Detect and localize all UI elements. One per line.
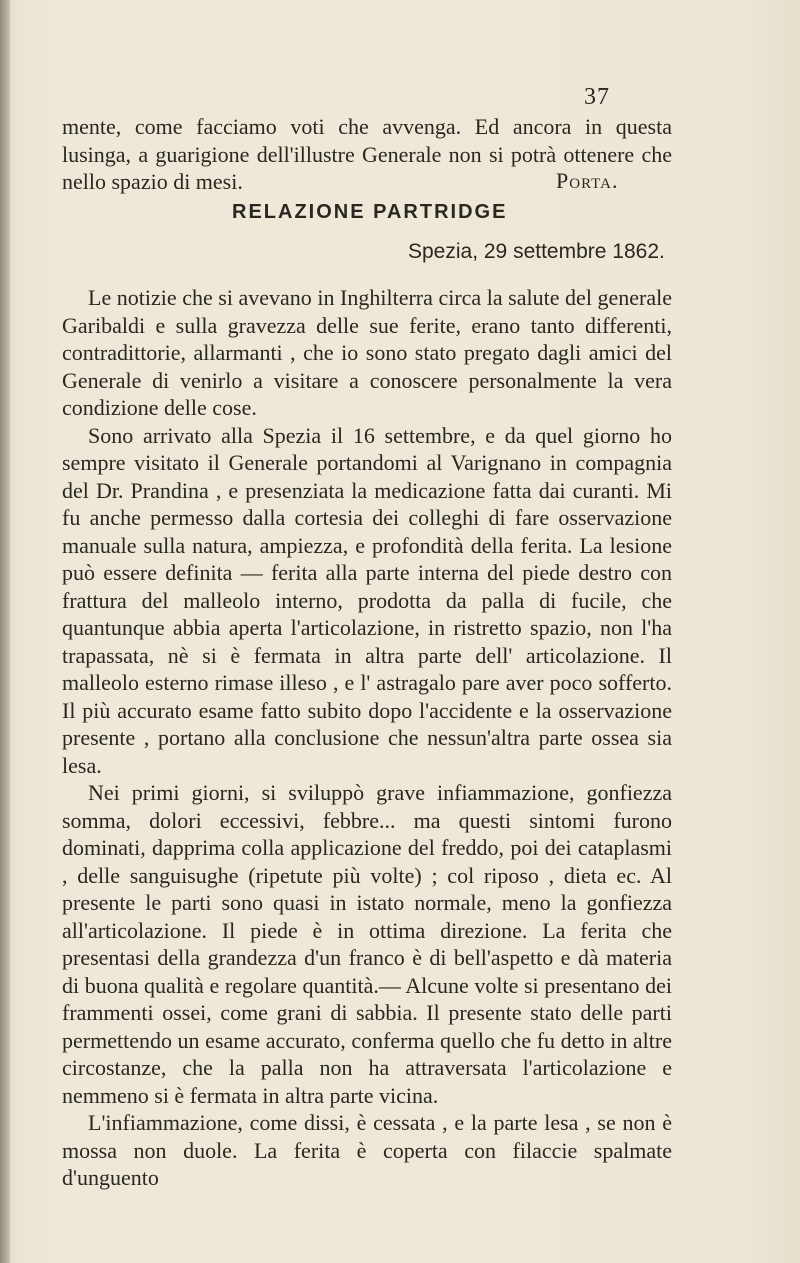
paragraph: Le notizie che si avevano in Inghilterra circa la salute del generale Garibaldi e sulla gravezza delle sue ferite, erano tanto differenti, contradittorie, allarmanti , che io sono stato pregato dagli amici del Generale di venirlo a visitare a conoscere personalmente la vera condizione delle cose. <box>62 285 672 420</box>
section-heading: RELAZIONE PARTRIDGE <box>232 201 508 223</box>
signature: Porta. <box>556 168 619 193</box>
intro-text: mente, come facciamo voti che avvenga. Ed ancora in questa lusinga, a guarigione dell'illustre Generale non si potrà ottenere che nello spazio di mesi. <box>62 114 672 194</box>
paragraph: L'infiammazione, come dissi, è cessata , e la parte lesa , se non è mossa non duole. La ferita è coperta con filaccie spalmate d'unguento <box>62 1110 672 1190</box>
paragraph: Sono arrivato alla Spezia il 16 settembre, e da quel giorno ho sempre visitato il Generale portandomi al Varignano in compagnia del Dr. Prandina , e presenziata la medicazione fatta dai curanti. Mi fu anche permesso dalla cortesia dei colleghi di fare osservazione manuale sulla natura, ampiezza, e profondità della ferita. La lesione può essere definita — ferita alla parte interna del piede destro con frattura del malleolo interno, prodotta da palla di fucile, che quantunque abbia aperta l'articolazione, in ristretto spazio, non l'ha trapassata, nè si è fermata in altra parte dell' articolazione. Il malleolo esterno rimase illeso , e l' astragalo pare aver poco sofferto. Il più accurato esame fatto subito dopo l'accidente e la osservazione presente , portano alla conclusione che nessun'altra parte ossea sia lesa. <box>62 422 672 778</box>
paragraph: Nei primi giorni, si sviluppò grave infiammazione, gonfiezza somma, dolori eccessivi, febbre... ma questi sintomi furono dominati, dapprima colla applicazione del freddo, poi dei cataplasmi , delle sanguisughe (ripetute più volte) ; col riposo , dieta ec. Al presente le parti sono quasi in istato normale, meno la gonfiezza all'articolazione. Il piede è in ottima direzione. La ferita che presentasi della grandezza d'un franco è di bell'aspetto e dà materia di buona qualità e regolare quantità.— Alcune volte si presentano dei frammenti ossei, come grani di sabbia. Il presente stato delle parti permettendo un esame accurato, conferma quello che fu detto in altre circostanze, che la palla non ha attraversata l'articolazione e nemmeno si è fermata in altra parte vicina. <box>62 780 672 1108</box>
page-binding-edge <box>0 0 10 1263</box>
report-body <box>62 284 672 1192</box>
page-number: 37 <box>584 84 610 110</box>
dateline: Spezia, 29 settembre 1862. <box>408 240 665 263</box>
